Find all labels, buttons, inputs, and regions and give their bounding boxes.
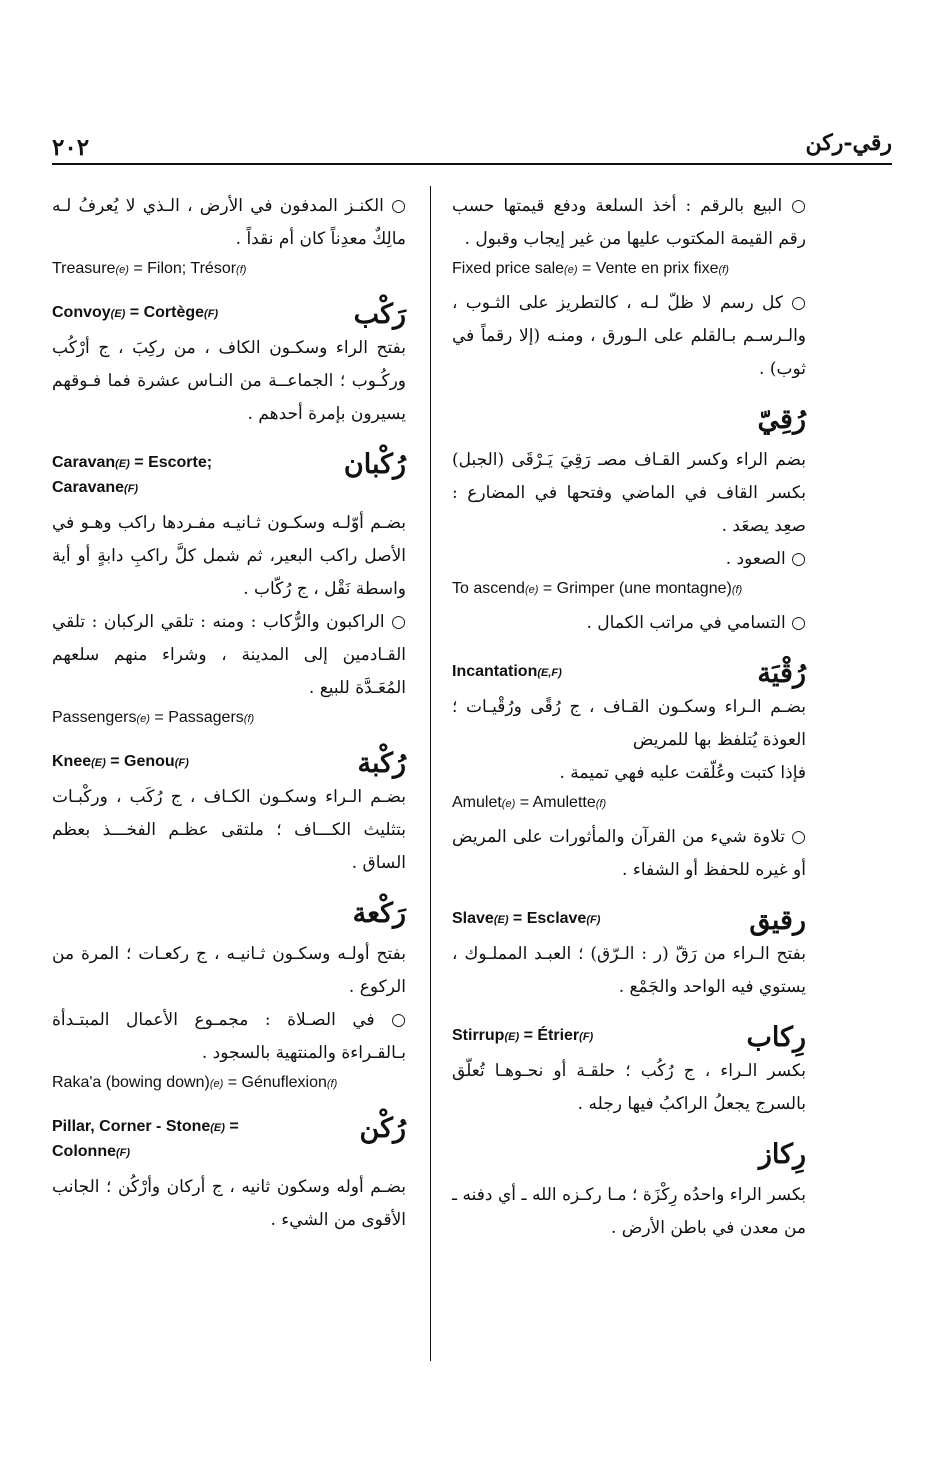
definition-text: ○ في الصـلاة : مجمـوع الأعمال المبتـدأة بـالقـراءة والمنتهية بالسجود . <box>52 1010 406 1063</box>
entry-body <box>452 1173 806 1245</box>
dictionary-entry <box>452 903 806 1004</box>
language-tag: (E) <box>493 914 509 926</box>
language-tag: (e) <box>209 1078 224 1090</box>
right-column <box>452 190 806 1245</box>
language-tag: (e) <box>564 264 578 276</box>
definition-text: بفتح الـراء من رَقّ (ر : الـرّق) ؛ العبـد المملـوك ، يستوي فيه الواحد والجَمْع . <box>452 944 806 997</box>
headword: رُكْبة <box>357 748 406 779</box>
dictionary-entry <box>52 896 406 1095</box>
definition-text: بضـم الـراء وسكـون القـاف ، ج رُقًى ورُقْيـات ؛ العوذة يُتلفظ بها للمريض <box>452 697 806 750</box>
definition-text: بكسر الراء واحدُه رِكْزَة ؛ مـا ركـزه الله ـ أي دفنه ـ من معدن في باطن الأرض . <box>452 1185 806 1238</box>
english-headword: Convoy(E) = Cortège(F) <box>52 304 219 321</box>
language-tag: (F) <box>174 757 189 769</box>
dictionary-entry <box>452 402 806 640</box>
left-column <box>52 190 406 1237</box>
definition-text: ○ كل رسم لا ظلّ لـه ، كالتطريز على الثـوب ، والـرسـم بـالقلم على الـورق ، ومنـه (إلا رقماً في ثوب) . <box>452 293 806 379</box>
headword: رُقْيَة <box>757 658 806 689</box>
language-tag: (E) <box>91 757 106 769</box>
language-tag: (F) <box>579 1031 594 1043</box>
translation-line: Raka'a (bowing down)(e) = Génuflexion(f) <box>52 1074 338 1091</box>
definition-text: ○ البيع بالرقم : أخذ السلعة ودفع قيمتها حسب رقم القيمة المكتوب عليها من غير إيجاب وقبول . <box>452 196 806 249</box>
dictionary-entry <box>52 746 406 880</box>
language-tag: (e) <box>115 264 129 276</box>
translation-line: To ascend(e) = Grimper (une montagne)(f) <box>452 580 743 597</box>
english-headword: Knee(E) = Genou(F) <box>52 753 189 770</box>
definition-text: بضـم أوّلـه وسكـون ثـانيـه مفـردها راكب وهـو في الأصل راكب البعير، ثم شمل كلَّ راكبِ دابةٍ أو أية واسطة نَقْل ، ج رُكّاب . <box>52 513 406 599</box>
dictionary-entry <box>52 447 406 730</box>
language-tag: (e) <box>501 798 516 810</box>
definition-text: بفتح أولـه وسكـون ثـانيـه ، ج ركعـات ؛ المرة من الركوع . <box>52 944 406 997</box>
language-tag: (E,F) <box>537 667 562 679</box>
definition-text: ○ التسامي في مراتب الكمال . <box>586 613 806 633</box>
page-number: ٢٠٢ <box>52 134 90 161</box>
headword: رَكْعة <box>352 898 406 929</box>
language-tag: (f) <box>236 264 247 276</box>
language-tag: (F) <box>124 483 139 495</box>
english-headword: Pillar, Corner - Stone(E) = Colonne(F) <box>52 1118 239 1160</box>
dictionary-entry <box>52 297 406 431</box>
language-tag: (F) <box>586 914 601 926</box>
language-tag: (E) <box>110 308 126 320</box>
entry-body <box>52 775 406 880</box>
english-headword: Incantation(E,F) <box>452 663 562 680</box>
english-headword: Stirrup(E) = Étrier(F) <box>452 1027 594 1044</box>
language-tag: (f) <box>326 1078 338 1090</box>
language-tag: (f) <box>243 713 255 725</box>
header-rule <box>52 163 892 165</box>
translation-line: Amulet(e) = Amulette(f) <box>452 794 607 811</box>
language-tag: (f) <box>595 798 607 810</box>
entry-body <box>452 685 806 887</box>
definition-text: ○ الكنـز المدفون في الأرض ، الـذي لا يُعرفُ لـه مالِكٌ معدِناً كان أم نقداً . <box>52 196 406 249</box>
dictionary-entry <box>452 1137 806 1245</box>
definition-text: بكسر الـراء ، ج رُكُب ؛ حلقـة أو نحـوهـا تُعلّق بالسرج يجعلُ الراكبُ فيها رجله . <box>452 1061 806 1114</box>
entry-body <box>452 932 806 1004</box>
translation-line: Treasure(e) = Filon; Trésor(f) <box>52 260 247 277</box>
language-tag: (F) <box>204 308 219 320</box>
dictionary-entry <box>452 1020 806 1121</box>
language-tag: (E) <box>115 458 130 470</box>
language-tag: (E) <box>210 1122 225 1134</box>
entry-body <box>452 438 806 640</box>
english-headword: Caravan(E) = Escorte; Caravane(F) <box>52 454 213 496</box>
definition-text: بفتح الراء وسكـون الكاف ، من ركِبَ ، ج أرْكُب وركُـوب ؛ الجماعــة من النـاس عشرة فما فـوقهم يسيرون بإمرة أحدهم . <box>52 338 406 424</box>
headword: رقيق <box>749 905 806 936</box>
dictionary-entry <box>452 656 806 887</box>
running-title: رقي-ركن <box>805 130 892 156</box>
language-tag: (E) <box>504 1031 520 1043</box>
language-tag: (f) <box>731 584 743 596</box>
page-header <box>52 130 892 162</box>
entry-body <box>52 501 406 730</box>
entry-body <box>52 932 406 1095</box>
column-divider <box>430 186 431 1361</box>
headword: رُقِيّ <box>757 404 806 435</box>
definition-text: ○ تلاوة شيء من القرآن والمأثورات على المريض أو غيره للحفظ أو الشفاء . <box>452 827 806 880</box>
entry-body <box>52 1165 406 1237</box>
headword: رُكْبان <box>343 449 406 480</box>
entry-body <box>52 326 406 431</box>
definition-text: بضم الراء وكسر القـاف مصـ رَقِيَ يَـرْقَى (الجبل) بكسر القاف في الماضي وفتحها في المضارع : صعِد يصعَد . <box>452 450 806 536</box>
definition-text: فإذا كتبت وعُلّقت عليه فهي تميمة . <box>559 763 806 783</box>
language-tag: (F) <box>116 1147 131 1159</box>
language-tag: (f) <box>718 264 729 276</box>
definition-text: بضـم الـراء وسكـون الكـاف ، ج رُكَب ، وركْبـات بتثليث الكـــاف ؛ ملتقى عظـم الفخـــذ بعظم الساق . <box>52 787 406 873</box>
english-headword: Slave(E) = Esclave(F) <box>452 910 601 927</box>
headword: رِكاب <box>746 1022 806 1053</box>
definition-text: بضـم أوله وسكون ثانيه ، ج أركان وأرْكُن ؛ الجانب الأقوى من الشيء . <box>52 1177 406 1230</box>
headword: رُكْن <box>359 1113 406 1144</box>
translation-line: Fixed price sale(e) = Vente en prix fixe(f) <box>452 260 729 277</box>
headword: رَكْب <box>353 299 406 330</box>
entry-body <box>452 1049 806 1121</box>
language-tag: (e) <box>524 584 539 596</box>
dictionary-entry <box>52 1111 406 1237</box>
language-tag: (e) <box>136 713 150 725</box>
headword: رِكاز <box>758 1139 806 1170</box>
definition-text: ○ الراكبون والرُّكاب : ومنه : تلقي الركبان : تلقي القـادمين إلى المدينة ، وشراء منهم سلعهم المُعَـدَّة للبيع . <box>52 612 406 698</box>
translation-line: Passengers(e) = Passagers(f) <box>52 709 255 726</box>
definition-text: ○ الصعود . <box>725 549 806 569</box>
